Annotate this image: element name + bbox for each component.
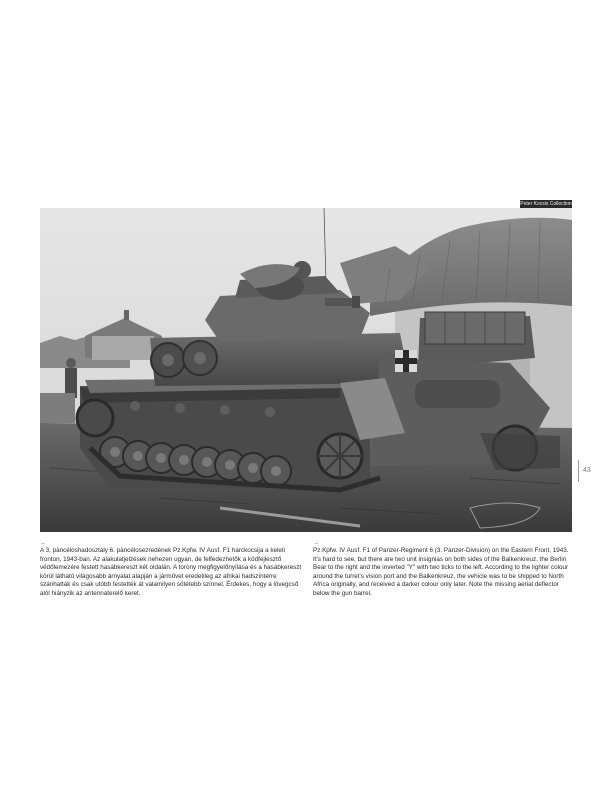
caption-english bbox=[313, 540, 575, 599]
caption-hungarian bbox=[40, 540, 302, 599]
caption-marker: → bbox=[40, 540, 46, 546]
page-number: 43 bbox=[578, 460, 596, 482]
caption-marker: → bbox=[313, 540, 319, 546]
photo-credit: Peter Kocsis Collection bbox=[520, 201, 572, 207]
caption-text-hungarian: A 3. páncéloshadosztály 6. páncélosezredének Pz.Kpfw. IV Ausf. F1 harckocsija a keleti fronton, 1943-ban. Az alakulatjelzések nehezen ugyan, de felfedezhetők a ködfejlesztő védőlemezére festett hasábkereszt két oldalán. A torony megfigyelőnyílása és a hasábkereszt körül látható világosabb árnyalat alapján a járművet eredetileg az afrikai hadszíntérre szánhatták és csak utóbb festették át valamilyen sötétebb színnel. Érdekes, hogy a lövegcső alól hiányzik az antennaterelő keret. bbox=[40, 547, 302, 597]
caption-text-english: Pz.Kpfw. IV Ausf. F1 of Panzer-Regiment 6 (3. Panzer-Division) on the Eastern Front, 1943. It's hard to see, but there are two unit insignias on both sides of the Balkenkreuz, the Berlin Bear to the right and the inverted "Y" with two ticks to the left. According to the lighter colour around the turret's vision port and the Balkenkreuz, the vehicle was to be shipped to North Africa originally, and received a darker colour only later. Note the missing aerial deflector below the gun barrel. bbox=[313, 547, 569, 597]
tank-photograph bbox=[40, 208, 572, 532]
